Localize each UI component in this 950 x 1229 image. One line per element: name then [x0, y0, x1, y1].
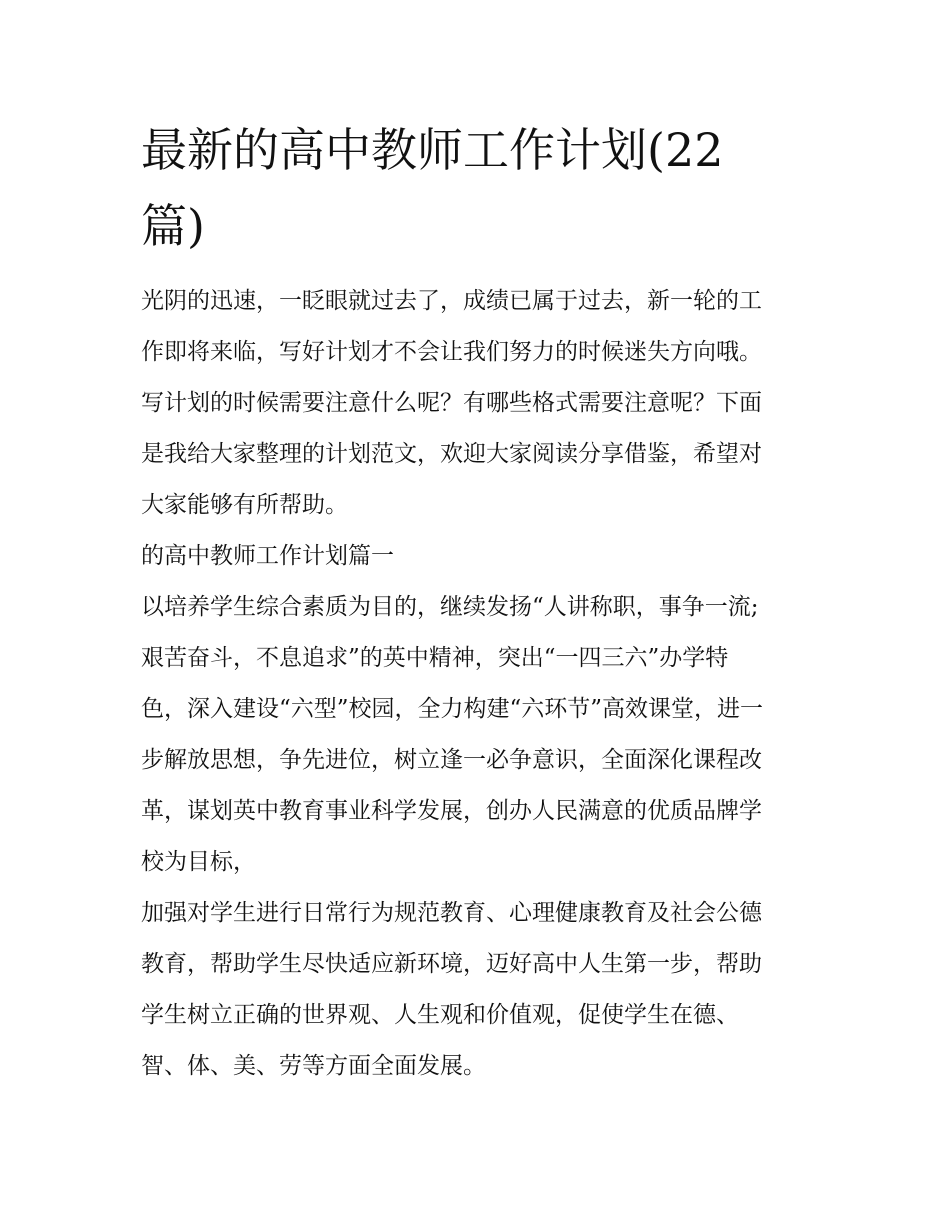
body-line-5: 大家能够有所帮助。 — [141, 492, 348, 518]
body-line-9: 色，深入建设“六型”校园，全力构建“六环节”高效课堂，进一 — [141, 696, 764, 722]
title-line-1: 最新的高中教师工作计划(22 — [141, 123, 724, 177]
body-line-8: 艰苦奋斗，不息追求”的英中精神，突出“一四三六”办学特 — [141, 645, 729, 671]
body-line-7: 以培养学生综合素质为目的，继续发扬“人讲称职，事争一流; — [141, 594, 759, 620]
body-line-15: 学生树立正确的世界观、人生观和价值观，促使学生在德、 — [141, 1002, 739, 1028]
body-line-11: 革，谋划英中教育事业科学发展，创办人民满意的优质品牌学 — [141, 798, 762, 824]
body-line-4: 是我给大家整理的计划范文，欢迎大家阅读分享借鉴，希望对 — [141, 441, 762, 467]
body-line-3: 写计划的时候需要注意什么呢？有哪些格式需要注意呢？下面 — [141, 390, 762, 416]
body-line-10: 步解放思想，争先进位，树立逢一必争意识，全面深化课程改 — [141, 747, 762, 773]
body-line-13: 加强对学生进行日常行为规范教育、心理健康教育及社会公德 — [141, 900, 762, 926]
body-line-1: 光阴的迅速，一眨眼就过去了，成绩已属于过去，新一轮的工 — [141, 288, 762, 314]
document-body — [141, 276, 831, 1092]
body-line-16: 智、体、美、劳等方面全面发展。 — [141, 1053, 486, 1079]
body-line-14: 教育，帮助学生尽快适应新环境，迈好高中人生第一步，帮助 — [141, 951, 762, 977]
body-line-2: 作即将来临，写好计划才不会让我们努力的时候迷失方向哦。 — [141, 339, 762, 365]
document-title — [141, 112, 781, 264]
body-line-12: 校为目标， — [141, 849, 256, 875]
section-heading: 的高中教师工作计划篇一 — [141, 543, 394, 569]
title-line-2: 篇) — [141, 199, 205, 253]
